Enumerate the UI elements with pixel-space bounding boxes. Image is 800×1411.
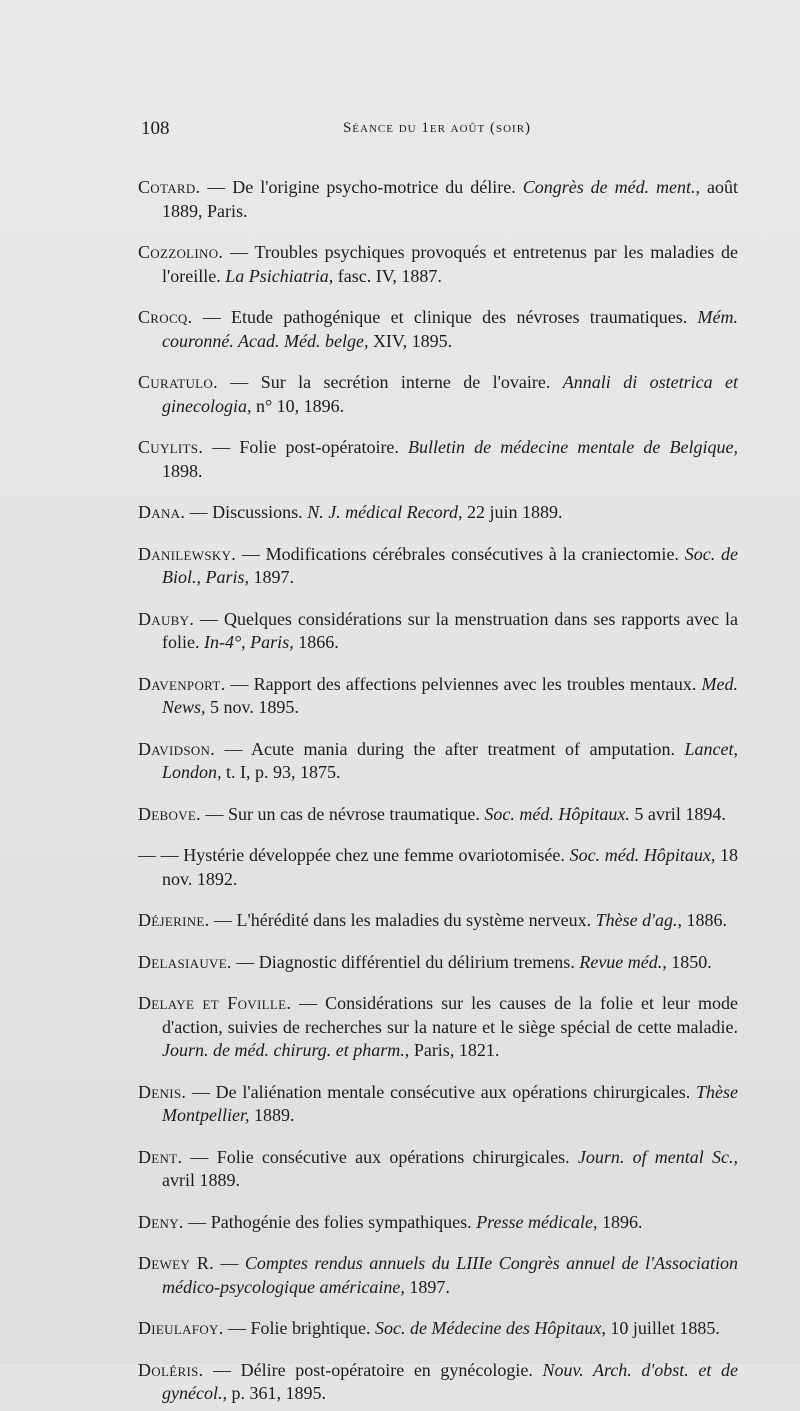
entry-details: 1897. <box>249 567 295 587</box>
entry-text: — — Hystérie développée chez une femme ovariotomisée. <box>138 845 570 865</box>
bibliography-entry <box>138 608 738 655</box>
bibliography-entry <box>138 992 738 1063</box>
entry-author: Cozzolino. <box>138 242 224 262</box>
entry-author: Delasiauve. <box>138 951 232 972</box>
entry-details: 18 nov. 1892. <box>162 845 739 889</box>
entry-text: — <box>213 1253 245 1273</box>
entry-text: — Folie post-opératoire. <box>203 437 409 457</box>
entry-author: Doléris. <box>138 1359 204 1380</box>
entry-source: Congrès de méd. ment. <box>522 177 696 197</box>
entry-text: — Modifications cérébrales consécutives à la craniectomie. <box>236 543 685 564</box>
entry-source: Journ. de méd. chirurg. et pharm., <box>162 1040 410 1060</box>
entry-author: Davenport. <box>138 673 226 694</box>
entry-text: — De l'aliénation mentale consécutive aux opérations chirurgicales. <box>186 1081 696 1102</box>
entry-source: Soc. de Médecine des Hôpitaux, <box>375 1318 606 1338</box>
entry-author: Crocq. <box>138 307 193 327</box>
entry-author: Dauby. <box>138 608 195 629</box>
entry-text: — Délire post-opératoire en gynécologie. <box>203 1359 543 1380</box>
entry-text: — Discussions. <box>185 502 308 522</box>
entry-details: fasc. IV, 1887. <box>333 265 442 286</box>
bibliography-entry <box>138 951 738 975</box>
entry-source: Med. News, <box>162 673 738 717</box>
entry-source: Soc. méd. Hôpitaux. <box>484 803 630 824</box>
entry-text: — Folie consécutive aux opérations chirurgicales. <box>182 1146 578 1167</box>
bibliography-entry <box>138 1252 738 1299</box>
entry-details: 1889. <box>249 1105 295 1125</box>
page-number: 108 <box>141 118 170 139</box>
entry-source: N. J. médical Record, <box>307 502 463 522</box>
entry-source: Thèse Montpellier, <box>162 1081 738 1125</box>
entry-text: — Diagnostic différentiel du délirium tremens. <box>231 951 580 972</box>
entry-details: Paris, 1821. <box>409 1040 500 1060</box>
entry-text: — Acute mania during the after treatment of amputation. <box>215 738 685 759</box>
entry-author: Dana. <box>138 502 186 522</box>
entry-details: 10 juillet 1885. <box>605 1318 720 1338</box>
entry-source: Revue méd., <box>579 951 667 972</box>
entry-source: Presse médicale, <box>476 1211 598 1232</box>
entry-source: Soc. de Biol., Paris, <box>162 543 738 587</box>
bibliography-list <box>138 158 738 1411</box>
bibliography-entry <box>138 1146 738 1193</box>
bibliography-entry <box>138 673 738 720</box>
bibliography-entry <box>138 501 738 525</box>
entry-details: 1850. <box>666 951 712 972</box>
bibliography-entry <box>138 738 738 785</box>
bibliography-entry <box>138 1081 738 1128</box>
entry-details: 1886. <box>681 910 727 930</box>
entry-author: Danilewsky. <box>138 543 237 564</box>
running-title: Séance du 1er août (soir) <box>342 120 532 136</box>
entry-source: Lancet, London, <box>162 738 738 782</box>
bibliography-entry <box>138 844 738 891</box>
entry-details: , août 1889, Paris. <box>162 177 738 221</box>
entry-author: Davidson. <box>138 738 216 759</box>
entry-text: — Pathogénie des folies sympathiques. <box>183 1211 477 1232</box>
entry-text: — Considérations sur les causes de la folie et leur mode d'action, suivies de recherches sur la nature et le siège spécial de cette maladie. <box>162 993 738 1037</box>
entry-source: Thèse d'ag., <box>595 910 682 930</box>
entry-details: 1897. <box>404 1276 450 1297</box>
entry-text: — Sur un cas de névrose traumatique. <box>200 803 485 824</box>
entry-details: p. 361, 1895. <box>226 1383 326 1403</box>
entry-source: Annali di ostetrica et ginecologia, <box>162 372 738 416</box>
entry-text: — Troubles psychiques provoqués et entretenus par les maladies de l'oreille. <box>162 242 738 286</box>
entry-author: Curatulo. <box>138 372 218 392</box>
entry-source: La Psichiatria, <box>225 265 334 286</box>
bibliography-entry <box>138 1211 738 1235</box>
entry-source: In-4°, Paris, <box>204 632 294 652</box>
entry-text: — De l'origine psycho-motrice du délire. <box>200 177 523 197</box>
bibliography-entry <box>138 1359 738 1406</box>
bibliography-entry <box>138 176 738 223</box>
entry-source: Soc. méd. Hôpitaux, <box>569 845 716 865</box>
entry-author: Dent. <box>138 1146 183 1167</box>
bibliography-entry <box>138 543 738 590</box>
entry-author: Cuylits. <box>138 437 204 457</box>
entry-author: Delaye et Foville. <box>138 993 292 1013</box>
entry-details: XIV, 1895. <box>368 330 453 351</box>
entry-author: Deny. <box>138 1211 184 1232</box>
entry-details: 22 juin 1889. <box>462 502 563 522</box>
entry-details: 1866. <box>293 632 339 652</box>
bibliography-entry <box>138 371 738 418</box>
page-header <box>137 118 737 146</box>
bibliography-entry <box>138 803 738 827</box>
entry-source: Comptes rendus annuels du LIIIe Congrès annuel de l'Association médico-psycologique américaine, <box>162 1253 738 1297</box>
entry-text: — Folie brightique. <box>223 1318 375 1338</box>
bibliography-entry <box>138 1317 738 1341</box>
entry-details: 1896. <box>597 1211 643 1232</box>
entry-author: Déjerine. <box>138 910 210 930</box>
entry-details: 5 nov. 1895. <box>205 697 299 717</box>
bibliography-entry <box>138 436 738 483</box>
entry-author: Denis. <box>138 1081 187 1102</box>
entry-author: Debove. <box>138 803 201 824</box>
entry-text: — Etude pathogénique et clinique des névroses traumatiques. <box>192 307 698 327</box>
entry-text: — Rapport des affections pelviennes avec les troubles mentaux. <box>225 673 702 694</box>
entry-source: Journ. of mental Sc., <box>577 1146 739 1167</box>
entry-text: — Quelques considérations sur la menstruation dans ses rapports avec la folie. <box>162 608 738 652</box>
entry-author: Dewey R. <box>138 1253 214 1273</box>
bibliography-entry <box>138 306 738 353</box>
entry-details: avril 1889. <box>162 1170 240 1190</box>
entry-author: Cotard. <box>138 177 201 197</box>
entry-source: Bulletin de médecine mentale de Belgique, <box>408 437 738 457</box>
entry-details: n° 10, 1896. <box>251 395 345 416</box>
entry-text: — Sur la secrétion interne de l'ovaire. <box>217 372 563 392</box>
entry-details: t. I, p. 93, 1875. <box>221 762 341 782</box>
entry-source: Nouv. Arch. d'obst. et de gynécol., <box>162 1359 739 1403</box>
entry-source: Mém. couronné. Acad. Méd. belge, <box>162 307 738 351</box>
bibliography-entry <box>138 241 738 288</box>
bibliography-entry <box>138 909 738 933</box>
entry-text: — L'hérédité dans les maladies du système nerveux. <box>209 910 596 930</box>
entry-author: Dieulafoy. <box>138 1318 224 1338</box>
entry-details: 1898. <box>162 460 203 481</box>
entry-details: 5 avril 1894. <box>629 803 726 824</box>
